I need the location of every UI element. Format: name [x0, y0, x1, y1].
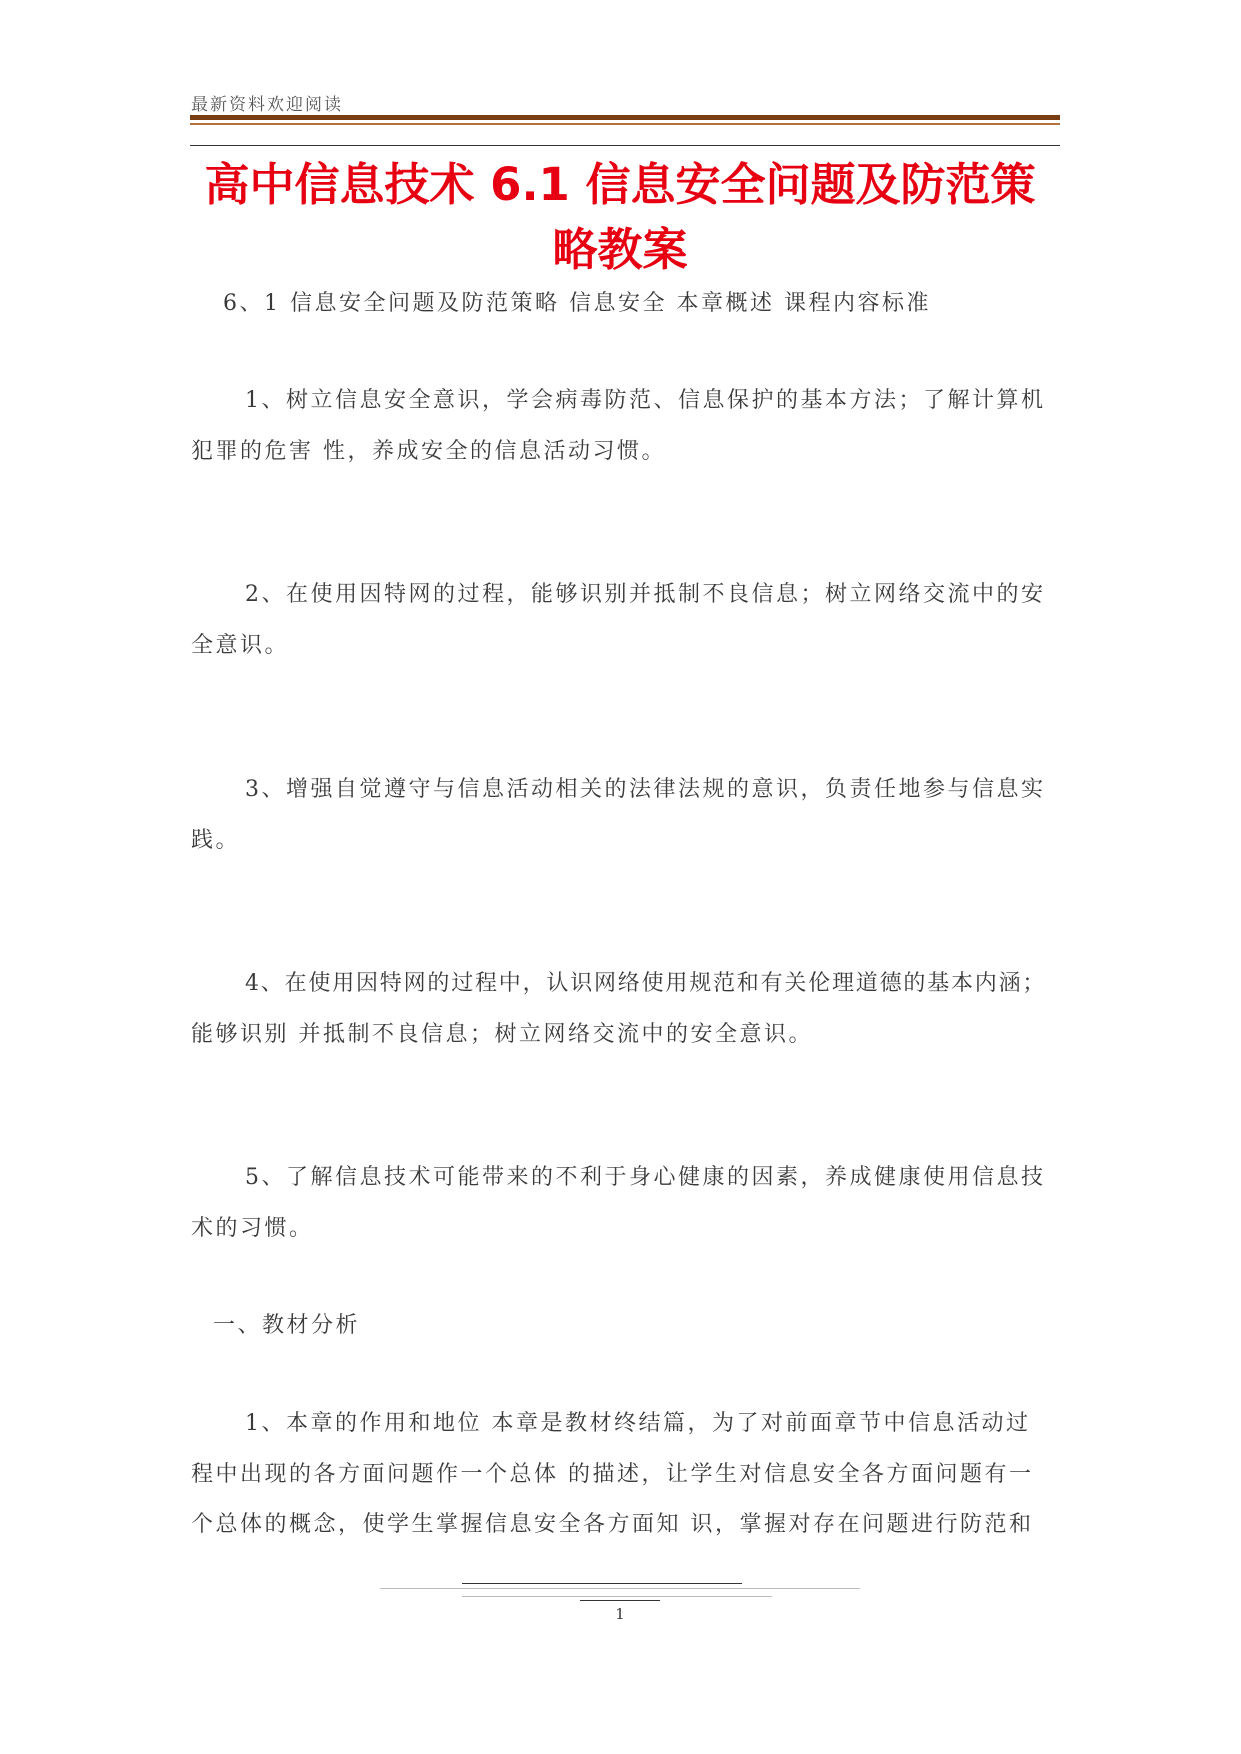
item-1-line-2: 犯罪的危害 性，养成安全的信息活动习惯。	[191, 439, 666, 464]
document-title	[170, 152, 1070, 282]
section-heading: 一、教材分析	[213, 1313, 361, 1338]
header-rule-thin	[190, 123, 1060, 125]
item-5-line-1: 5、了解信息技术可能带来的不利于身心健康的因素，养成健康使用信息技	[245, 1165, 1046, 1190]
item-3-line-2: 践。	[191, 828, 241, 853]
title-line-2: 略教案	[552, 223, 688, 276]
section-para-line-3: 个总体的概念，使学生掌握信息安全各方面知 识，掌握对存在问题进行防范和	[191, 1512, 1034, 1537]
page-number: 1	[615, 1605, 625, 1623]
subtitle: 6、1 信息安全问题及防范策略 信息安全 本章概述 课程内容标准	[223, 291, 931, 316]
footer-rule-bottom	[462, 1596, 772, 1597]
item-2-line-1: 2、在使用因特网的过程，能够识别并抵制不良信息；树立网络交流中的安	[245, 582, 1046, 607]
item-3-line-1: 3、增强自觉遵守与信息活动相关的法律法规的意识，负责任地参与信息实	[245, 777, 1046, 802]
item-2-line-2: 全意识。	[191, 633, 290, 658]
title-line-1: 高中信息技术 6.1 信息安全问题及防范策	[204, 158, 1036, 211]
item-1-line-1: 1、树立信息安全意识，学会病毒防范、信息保护的基本方法；了解计算机	[245, 388, 1046, 413]
footer-rule-top	[462, 1583, 742, 1584]
header-rule-under	[190, 145, 1060, 146]
section-para-line-2: 程中出现的各方面问题作一个总体 的描述，让学生对信息安全各方面问题有一	[191, 1462, 1034, 1487]
footer-rule-short	[580, 1600, 660, 1601]
header-text: 最新资料欢迎阅读	[191, 95, 343, 115]
footer-rule-outer	[380, 1588, 860, 1589]
item-5-line-2: 术的习惯。	[191, 1216, 314, 1241]
header-rule-thick	[190, 115, 1060, 120]
section-para-line-1: 1、本章的作用和地位 本章是教材终结篇，为了对前面章节中信息活动过	[245, 1411, 1031, 1436]
item-4-line-1: 4、在使用因特网的过程中，认识网络使用规范和有关伦理道德的基本内涵；	[245, 971, 1047, 996]
item-4-line-2: 能够识别 并抵制不良信息；树立网络交流中的安全意识。	[191, 1022, 813, 1047]
